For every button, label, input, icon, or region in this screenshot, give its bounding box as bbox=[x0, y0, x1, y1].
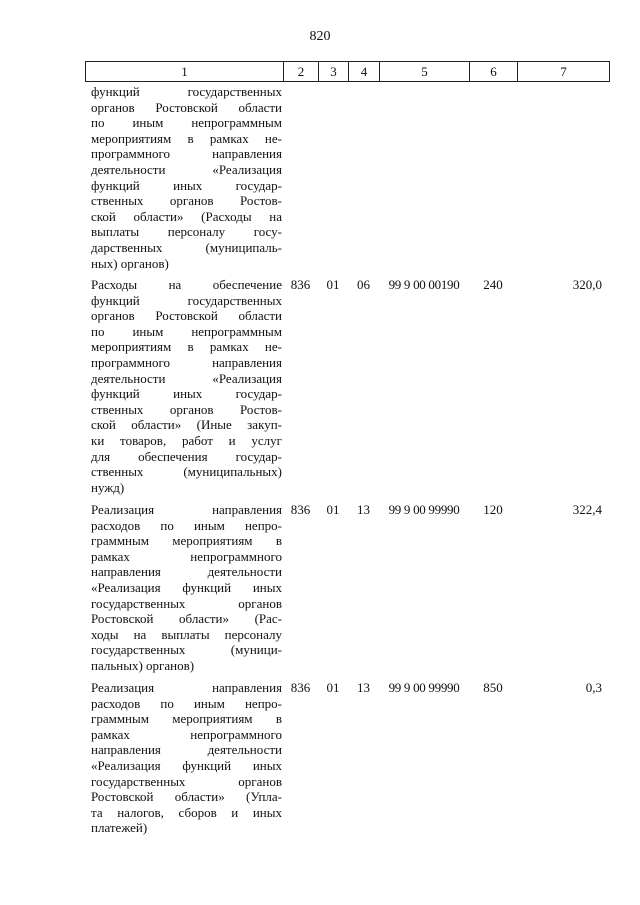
description-line: функций иных государ- bbox=[91, 177, 282, 193]
header-col-7: 7 bbox=[560, 64, 567, 79]
description-line: ки товаров, работ и услуг bbox=[91, 432, 282, 448]
row-description bbox=[85, 84, 282, 271]
description-line: направления деятельности bbox=[91, 564, 282, 580]
table-header bbox=[85, 61, 610, 82]
description-line: функций государственных bbox=[91, 292, 282, 308]
description-line: мероприятиям в рамках не- bbox=[91, 130, 282, 146]
cell-col-7: 0,3 bbox=[585, 680, 602, 695]
row-description bbox=[85, 502, 282, 674]
cell-col-7: 322,4 bbox=[572, 502, 602, 517]
description-line: государственных (муници- bbox=[91, 642, 282, 658]
description-line: ходы на выплаты персоналу bbox=[91, 626, 282, 642]
row-description bbox=[85, 680, 282, 836]
description-line: граммным мероприятиям в bbox=[91, 711, 282, 727]
header-col-3: 3 bbox=[319, 62, 349, 81]
header-col-5: 5 bbox=[380, 62, 470, 81]
description-line: направления деятельности bbox=[91, 742, 282, 758]
cell-col-5: 99 9 00 99990 bbox=[388, 680, 460, 695]
description-line: рамках непрограммного bbox=[91, 548, 282, 564]
cell-col-4: 13 bbox=[357, 502, 370, 517]
description-line: программного направления bbox=[91, 354, 282, 370]
cell-col-6: 120 bbox=[483, 502, 503, 517]
cell-col-2: 836 bbox=[290, 502, 311, 517]
description-line: Реализация направления bbox=[91, 502, 282, 517]
description-line: нужд) bbox=[91, 479, 125, 495]
description-line: по иным непрограммным bbox=[91, 323, 282, 339]
header-col-4: 4 bbox=[349, 62, 380, 81]
description-line: дарственных (муниципаль- bbox=[91, 239, 282, 255]
description-line: ской области» (Расходы на bbox=[91, 208, 282, 224]
cell-col-5: 99 9 00 00190 bbox=[388, 277, 460, 292]
table-row bbox=[85, 277, 608, 495]
description-line: органов Ростовской области bbox=[91, 99, 282, 115]
description-line: выплаты персоналу госу- bbox=[91, 224, 282, 240]
description-line: рамках непрограммного bbox=[91, 726, 282, 742]
description-line: мероприятиям в рамках не- bbox=[91, 339, 282, 355]
description-line: деятельности «Реализация bbox=[91, 161, 282, 177]
header-col-1: 1 bbox=[86, 62, 284, 81]
cell-col-5: 99 9 00 99990 bbox=[388, 502, 460, 517]
cell-col-2 bbox=[283, 84, 318, 271]
cell-col-4: 06 bbox=[357, 277, 370, 292]
description-line: Расходы на обеспечение bbox=[91, 277, 282, 292]
description-line: «Реализация функций иных bbox=[91, 579, 282, 595]
cell-col-6: 240 bbox=[483, 277, 503, 292]
description-line: Реализация направления bbox=[91, 680, 282, 695]
description-line: для обеспечения государ- bbox=[91, 448, 282, 464]
description-line: ственных органов Ростов- bbox=[91, 193, 282, 209]
cell-col-7: 320,0 bbox=[572, 277, 602, 292]
cell-col-2: 836 bbox=[290, 277, 311, 292]
description-line: расходов по иным непро- bbox=[91, 517, 282, 533]
description-line: органов Ростовской области bbox=[91, 308, 282, 324]
description-line: ской области» (Иные закуп- bbox=[91, 417, 282, 433]
description-line: граммным мероприятиям в bbox=[91, 533, 282, 549]
cell-col-3: 01 bbox=[326, 680, 340, 695]
cell-col-4: 13 bbox=[357, 680, 370, 695]
cell-col-5 bbox=[379, 84, 469, 271]
description-line: ных) органов) bbox=[91, 255, 169, 271]
description-line: функций иных государ- bbox=[91, 386, 282, 402]
cell-col-7 bbox=[517, 84, 608, 271]
description-line: государственных органов bbox=[91, 595, 282, 611]
description-line: деятельности «Реализация bbox=[91, 370, 282, 386]
description-line: ственных (муниципальных) bbox=[91, 464, 282, 480]
description-line: ственных органов Ростов- bbox=[91, 401, 282, 417]
page-number: 820 bbox=[309, 29, 331, 44]
cell-col-3: 01 bbox=[326, 277, 340, 292]
header-col-2: 2 bbox=[284, 62, 319, 81]
row-description bbox=[85, 277, 282, 495]
header-col-6: 6 bbox=[470, 62, 518, 81]
cell-col-6: 850 bbox=[483, 680, 503, 695]
cell-col-6 bbox=[469, 84, 517, 271]
description-line: «Реализация функций иных bbox=[91, 757, 282, 773]
description-line: та налогов, сборов и иных bbox=[91, 804, 282, 820]
description-line: Ростовской области» (Рас- bbox=[91, 611, 282, 627]
description-line: платежей) bbox=[91, 820, 148, 836]
table-row bbox=[85, 680, 608, 836]
description-line: пальных) органов) bbox=[91, 657, 195, 673]
cell-col-3 bbox=[318, 84, 348, 271]
cell-col-3: 01 bbox=[326, 502, 340, 517]
description-line: государственных органов bbox=[91, 773, 282, 789]
description-line: программного направления bbox=[91, 146, 282, 162]
table-row bbox=[85, 502, 608, 674]
description-line: функций государственных bbox=[91, 84, 282, 99]
cell-col-2: 836 bbox=[290, 680, 311, 695]
cell-col-4 bbox=[348, 84, 379, 271]
description-line: по иным непрограммным bbox=[91, 115, 282, 131]
description-line: расходов по иным непро- bbox=[91, 695, 282, 711]
table-row bbox=[85, 84, 608, 271]
description-line: Ростовской области» (Упла- bbox=[91, 789, 282, 805]
